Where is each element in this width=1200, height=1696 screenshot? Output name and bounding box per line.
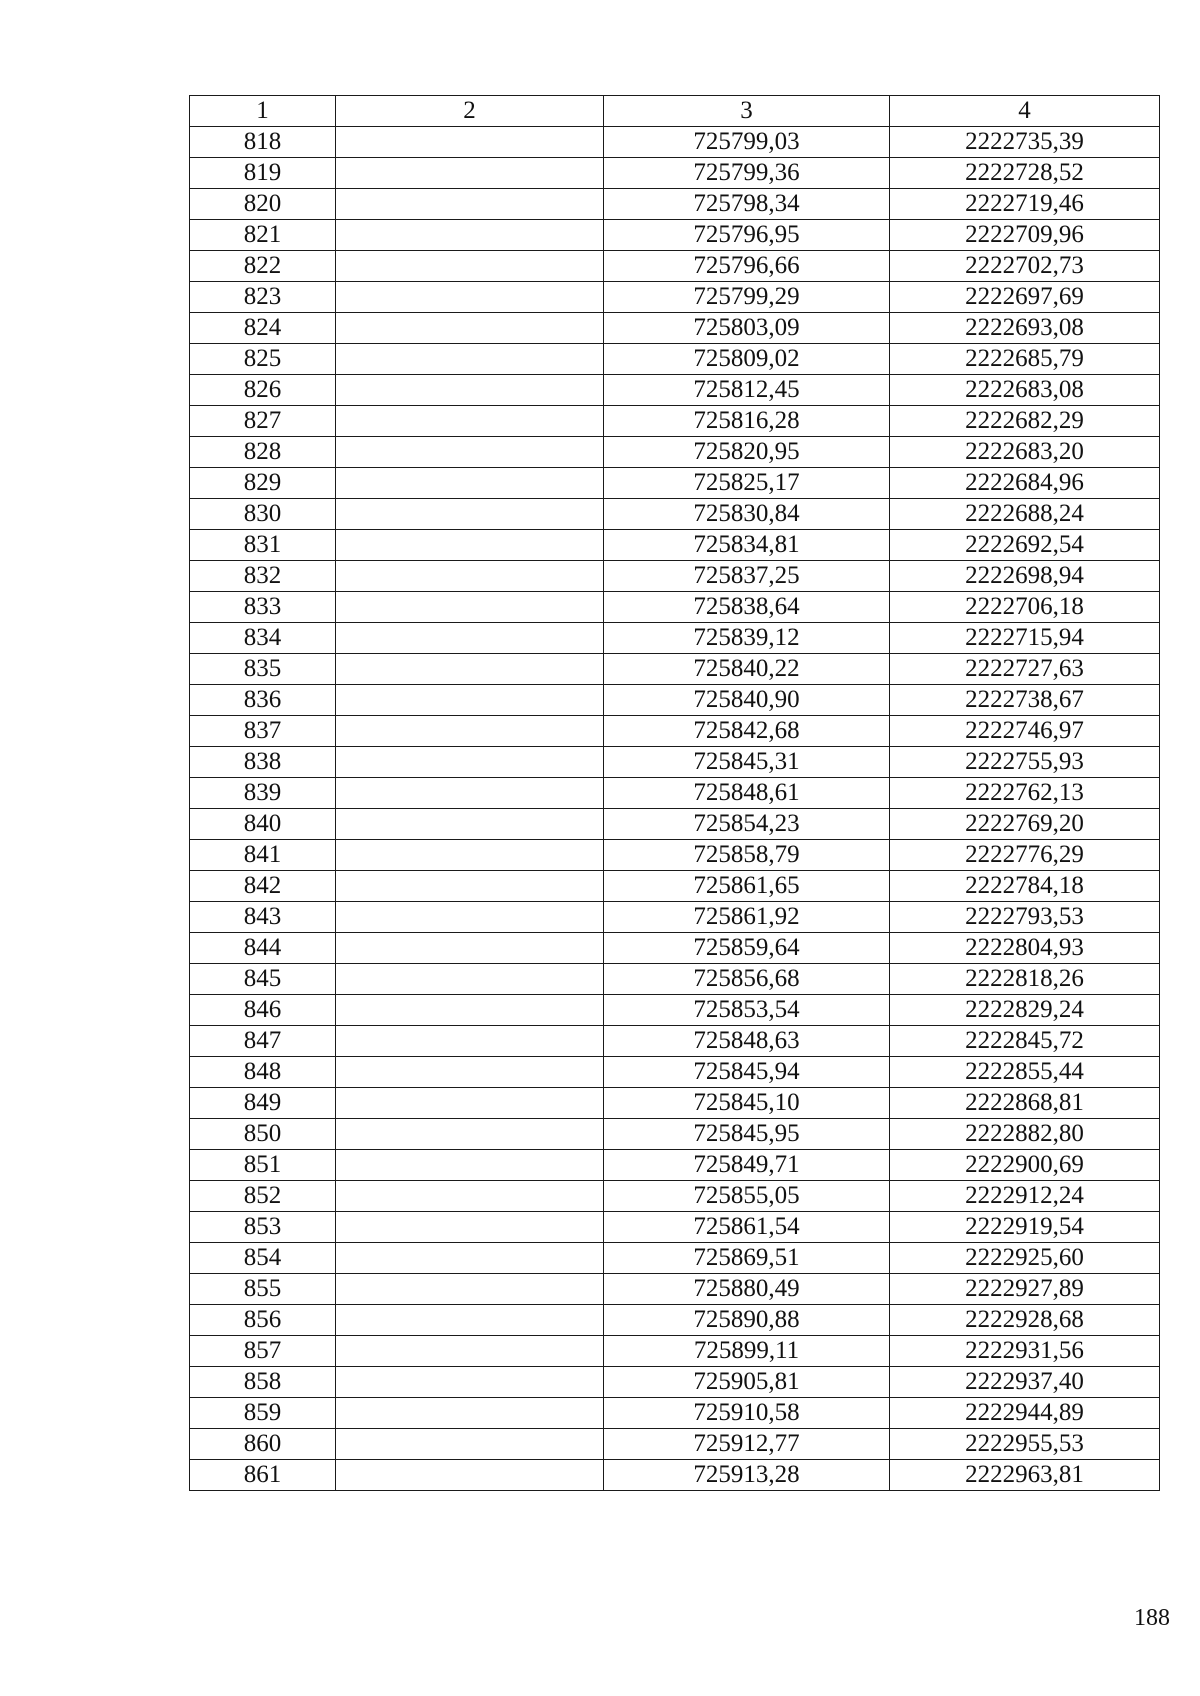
point-number-cell: 838 <box>190 747 336 778</box>
x-coordinate-cell: 725869,51 <box>604 1243 890 1274</box>
table-row <box>190 654 1160 685</box>
x-coordinate-cell: 725859,64 <box>604 933 890 964</box>
y-coordinate-cell: 2222944,89 <box>890 1398 1160 1429</box>
x-coordinate-cell: 725845,94 <box>604 1057 890 1088</box>
table-row <box>190 1305 1160 1336</box>
table-row <box>190 685 1160 716</box>
table-row <box>190 344 1160 375</box>
x-coordinate-cell: 725816,28 <box>604 406 890 437</box>
page-number: 188 <box>1134 1605 1170 1631</box>
description-cell <box>336 1336 604 1367</box>
y-coordinate-cell: 2222697,69 <box>890 282 1160 313</box>
table-row <box>190 499 1160 530</box>
description-cell <box>336 220 604 251</box>
y-coordinate-cell: 2222818,26 <box>890 964 1160 995</box>
y-coordinate-cell: 2222931,56 <box>890 1336 1160 1367</box>
point-number-cell: 830 <box>190 499 336 530</box>
description-cell <box>336 995 604 1026</box>
description-cell <box>336 1088 604 1119</box>
point-number-cell: 822 <box>190 251 336 282</box>
table-row <box>190 1429 1160 1460</box>
description-cell <box>336 1212 604 1243</box>
x-coordinate-cell: 725905,81 <box>604 1367 890 1398</box>
point-number-cell: 854 <box>190 1243 336 1274</box>
x-coordinate-cell: 725834,81 <box>604 530 890 561</box>
table-row <box>190 716 1160 747</box>
y-coordinate-cell: 2222746,97 <box>890 716 1160 747</box>
description-cell <box>336 964 604 995</box>
description-cell <box>336 127 604 158</box>
point-number-cell: 832 <box>190 561 336 592</box>
table-row <box>190 1243 1160 1274</box>
table-row <box>190 437 1160 468</box>
y-coordinate-cell: 2222684,96 <box>890 468 1160 499</box>
description-cell <box>336 1305 604 1336</box>
y-coordinate-cell: 2222685,79 <box>890 344 1160 375</box>
point-number-cell: 860 <box>190 1429 336 1460</box>
point-number-cell: 858 <box>190 1367 336 1398</box>
x-coordinate-cell: 725853,54 <box>604 995 890 1026</box>
y-coordinate-cell: 2222715,94 <box>890 623 1160 654</box>
description-cell <box>336 623 604 654</box>
y-coordinate-cell: 2222937,40 <box>890 1367 1160 1398</box>
y-coordinate-cell: 2222882,80 <box>890 1119 1160 1150</box>
point-number-cell: 859 <box>190 1398 336 1429</box>
table-row <box>190 313 1160 344</box>
y-coordinate-cell: 2222693,08 <box>890 313 1160 344</box>
x-coordinate-cell: 725798,34 <box>604 189 890 220</box>
x-coordinate-cell: 725858,79 <box>604 840 890 871</box>
x-coordinate-cell: 725845,10 <box>604 1088 890 1119</box>
y-coordinate-cell: 2222900,69 <box>890 1150 1160 1181</box>
x-coordinate-cell: 725861,54 <box>604 1212 890 1243</box>
point-number-cell: 847 <box>190 1026 336 1057</box>
x-coordinate-cell: 725849,71 <box>604 1150 890 1181</box>
point-number-cell: 831 <box>190 530 336 561</box>
y-coordinate-cell: 2222727,63 <box>890 654 1160 685</box>
point-number-cell: 828 <box>190 437 336 468</box>
description-cell <box>336 1026 604 1057</box>
y-coordinate-cell: 2222919,54 <box>890 1212 1160 1243</box>
y-coordinate-cell: 2222719,46 <box>890 189 1160 220</box>
description-cell <box>336 778 604 809</box>
table-row <box>190 1398 1160 1429</box>
point-number-cell: 824 <box>190 313 336 344</box>
point-number-cell: 849 <box>190 1088 336 1119</box>
description-cell <box>336 1119 604 1150</box>
table-row <box>190 251 1160 282</box>
y-coordinate-cell: 2222855,44 <box>890 1057 1160 1088</box>
y-coordinate-cell: 2222776,29 <box>890 840 1160 871</box>
table-row <box>190 220 1160 251</box>
description-cell <box>336 468 604 499</box>
point-number-cell: 837 <box>190 716 336 747</box>
point-number-cell: 834 <box>190 623 336 654</box>
point-number-cell: 861 <box>190 1460 336 1491</box>
x-coordinate-cell: 725912,77 <box>604 1429 890 1460</box>
table-row <box>190 1119 1160 1150</box>
point-number-cell: 848 <box>190 1057 336 1088</box>
table-row <box>190 1274 1160 1305</box>
x-coordinate-cell: 725910,58 <box>604 1398 890 1429</box>
description-cell <box>336 251 604 282</box>
column-header-4: 4 <box>890 96 1160 127</box>
x-coordinate-cell: 725830,84 <box>604 499 890 530</box>
description-cell <box>336 1181 604 1212</box>
description-cell <box>336 1429 604 1460</box>
description-cell <box>336 1243 604 1274</box>
x-coordinate-cell: 725803,09 <box>604 313 890 344</box>
y-coordinate-cell: 2222692,54 <box>890 530 1160 561</box>
description-cell <box>336 592 604 623</box>
point-number-cell: 836 <box>190 685 336 716</box>
x-coordinate-cell: 725861,65 <box>604 871 890 902</box>
description-cell <box>336 282 604 313</box>
x-coordinate-cell: 725796,95 <box>604 220 890 251</box>
point-number-cell: 857 <box>190 1336 336 1367</box>
point-number-cell: 827 <box>190 406 336 437</box>
description-cell <box>336 313 604 344</box>
x-coordinate-cell: 725799,03 <box>604 127 890 158</box>
y-coordinate-cell: 2222829,24 <box>890 995 1160 1026</box>
x-coordinate-cell: 725812,45 <box>604 375 890 406</box>
table-row <box>190 189 1160 220</box>
table-row <box>190 871 1160 902</box>
description-cell <box>336 344 604 375</box>
column-header-3: 3 <box>604 96 890 127</box>
point-number-cell: 856 <box>190 1305 336 1336</box>
point-number-cell: 843 <box>190 902 336 933</box>
x-coordinate-cell: 725899,11 <box>604 1336 890 1367</box>
description-cell <box>336 406 604 437</box>
description-cell <box>336 530 604 561</box>
y-coordinate-cell: 2222706,18 <box>890 592 1160 623</box>
x-coordinate-cell: 725837,25 <box>604 561 890 592</box>
x-coordinate-cell: 725856,68 <box>604 964 890 995</box>
y-coordinate-cell: 2222709,96 <box>890 220 1160 251</box>
y-coordinate-cell: 2222683,08 <box>890 375 1160 406</box>
table-row <box>190 1181 1160 1212</box>
description-cell <box>336 1150 604 1181</box>
description-cell <box>336 437 604 468</box>
description-cell <box>336 499 604 530</box>
point-number-cell: 839 <box>190 778 336 809</box>
x-coordinate-cell: 725913,28 <box>604 1460 890 1491</box>
x-coordinate-cell: 725809,02 <box>604 344 890 375</box>
point-number-cell: 845 <box>190 964 336 995</box>
table-row <box>190 1088 1160 1119</box>
point-number-cell: 826 <box>190 375 336 406</box>
description-cell <box>336 189 604 220</box>
y-coordinate-cell: 2222804,93 <box>890 933 1160 964</box>
point-number-cell: 835 <box>190 654 336 685</box>
description-cell <box>336 747 604 778</box>
table-row <box>190 375 1160 406</box>
y-coordinate-cell: 2222762,13 <box>890 778 1160 809</box>
table-row <box>190 1026 1160 1057</box>
description-cell <box>336 902 604 933</box>
table-row <box>190 158 1160 189</box>
description-cell <box>336 1274 604 1305</box>
x-coordinate-cell: 725880,49 <box>604 1274 890 1305</box>
table-row <box>190 995 1160 1026</box>
y-coordinate-cell: 2222868,81 <box>890 1088 1160 1119</box>
x-coordinate-cell: 725840,22 <box>604 654 890 685</box>
description-cell <box>336 871 604 902</box>
y-coordinate-cell: 2222688,24 <box>890 499 1160 530</box>
point-number-cell: 844 <box>190 933 336 964</box>
description-cell <box>336 561 604 592</box>
x-coordinate-cell: 725799,36 <box>604 158 890 189</box>
table-body <box>190 127 1160 1491</box>
table-row <box>190 902 1160 933</box>
point-number-cell: 825 <box>190 344 336 375</box>
description-cell <box>336 1057 604 1088</box>
description-cell <box>336 1398 604 1429</box>
y-coordinate-cell: 2222927,89 <box>890 1274 1160 1305</box>
x-coordinate-cell: 725820,95 <box>604 437 890 468</box>
y-coordinate-cell: 2222784,18 <box>890 871 1160 902</box>
table-row <box>190 530 1160 561</box>
y-coordinate-cell: 2222682,29 <box>890 406 1160 437</box>
x-coordinate-cell: 725796,66 <box>604 251 890 282</box>
y-coordinate-cell: 2222963,81 <box>890 1460 1160 1491</box>
y-coordinate-cell: 2222769,20 <box>890 809 1160 840</box>
table-row <box>190 127 1160 158</box>
table-row <box>190 282 1160 313</box>
y-coordinate-cell: 2222912,24 <box>890 1181 1160 1212</box>
coordinates-table <box>189 95 1160 1491</box>
x-coordinate-cell: 725890,88 <box>604 1305 890 1336</box>
point-number-cell: 841 <box>190 840 336 871</box>
table-row <box>190 1212 1160 1243</box>
table-row <box>190 840 1160 871</box>
y-coordinate-cell: 2222735,39 <box>890 127 1160 158</box>
y-coordinate-cell: 2222793,53 <box>890 902 1160 933</box>
table-row <box>190 1460 1160 1491</box>
x-coordinate-cell: 725839,12 <box>604 623 890 654</box>
x-coordinate-cell: 725855,05 <box>604 1181 890 1212</box>
x-coordinate-cell: 725861,92 <box>604 902 890 933</box>
y-coordinate-cell: 2222755,93 <box>890 747 1160 778</box>
description-cell <box>336 685 604 716</box>
table-row <box>190 406 1160 437</box>
x-coordinate-cell: 725848,63 <box>604 1026 890 1057</box>
y-coordinate-cell: 2222955,53 <box>890 1429 1160 1460</box>
y-coordinate-cell: 2222928,68 <box>890 1305 1160 1336</box>
description-cell <box>336 933 604 964</box>
description-cell <box>336 809 604 840</box>
x-coordinate-cell: 725854,23 <box>604 809 890 840</box>
point-number-cell: 829 <box>190 468 336 499</box>
point-number-cell: 852 <box>190 1181 336 1212</box>
y-coordinate-cell: 2222702,73 <box>890 251 1160 282</box>
x-coordinate-cell: 725848,61 <box>604 778 890 809</box>
point-number-cell: 853 <box>190 1212 336 1243</box>
point-number-cell: 855 <box>190 1274 336 1305</box>
point-number-cell: 833 <box>190 592 336 623</box>
table-row <box>190 809 1160 840</box>
description-cell <box>336 716 604 747</box>
point-number-cell: 846 <box>190 995 336 1026</box>
table-row <box>190 1367 1160 1398</box>
point-number-cell: 823 <box>190 282 336 313</box>
description-cell <box>336 158 604 189</box>
table-row <box>190 747 1160 778</box>
table-row <box>190 561 1160 592</box>
table-row <box>190 1150 1160 1181</box>
point-number-cell: 821 <box>190 220 336 251</box>
point-number-cell: 819 <box>190 158 336 189</box>
description-cell <box>336 654 604 685</box>
y-coordinate-cell: 2222698,94 <box>890 561 1160 592</box>
x-coordinate-cell: 725825,17 <box>604 468 890 499</box>
description-cell <box>336 1460 604 1491</box>
table-row <box>190 592 1160 623</box>
point-number-cell: 818 <box>190 127 336 158</box>
table-row <box>190 1057 1160 1088</box>
x-coordinate-cell: 725845,95 <box>604 1119 890 1150</box>
table-row <box>190 778 1160 809</box>
point-number-cell: 842 <box>190 871 336 902</box>
table-header-row <box>190 96 1160 127</box>
x-coordinate-cell: 725799,29 <box>604 282 890 313</box>
point-number-cell: 850 <box>190 1119 336 1150</box>
y-coordinate-cell: 2222845,72 <box>890 1026 1160 1057</box>
y-coordinate-cell: 2222728,52 <box>890 158 1160 189</box>
x-coordinate-cell: 725845,31 <box>604 747 890 778</box>
column-header-2: 2 <box>336 96 604 127</box>
x-coordinate-cell: 725842,68 <box>604 716 890 747</box>
y-coordinate-cell: 2222738,67 <box>890 685 1160 716</box>
y-coordinate-cell: 2222925,60 <box>890 1243 1160 1274</box>
x-coordinate-cell: 725838,64 <box>604 592 890 623</box>
point-number-cell: 820 <box>190 189 336 220</box>
table-row <box>190 964 1160 995</box>
y-coordinate-cell: 2222683,20 <box>890 437 1160 468</box>
table-row <box>190 1336 1160 1367</box>
column-header-1: 1 <box>190 96 336 127</box>
description-cell <box>336 840 604 871</box>
x-coordinate-cell: 725840,90 <box>604 685 890 716</box>
table-row <box>190 933 1160 964</box>
description-cell <box>336 1367 604 1398</box>
point-number-cell: 840 <box>190 809 336 840</box>
table-row <box>190 623 1160 654</box>
point-number-cell: 851 <box>190 1150 336 1181</box>
description-cell <box>336 375 604 406</box>
table-row <box>190 468 1160 499</box>
